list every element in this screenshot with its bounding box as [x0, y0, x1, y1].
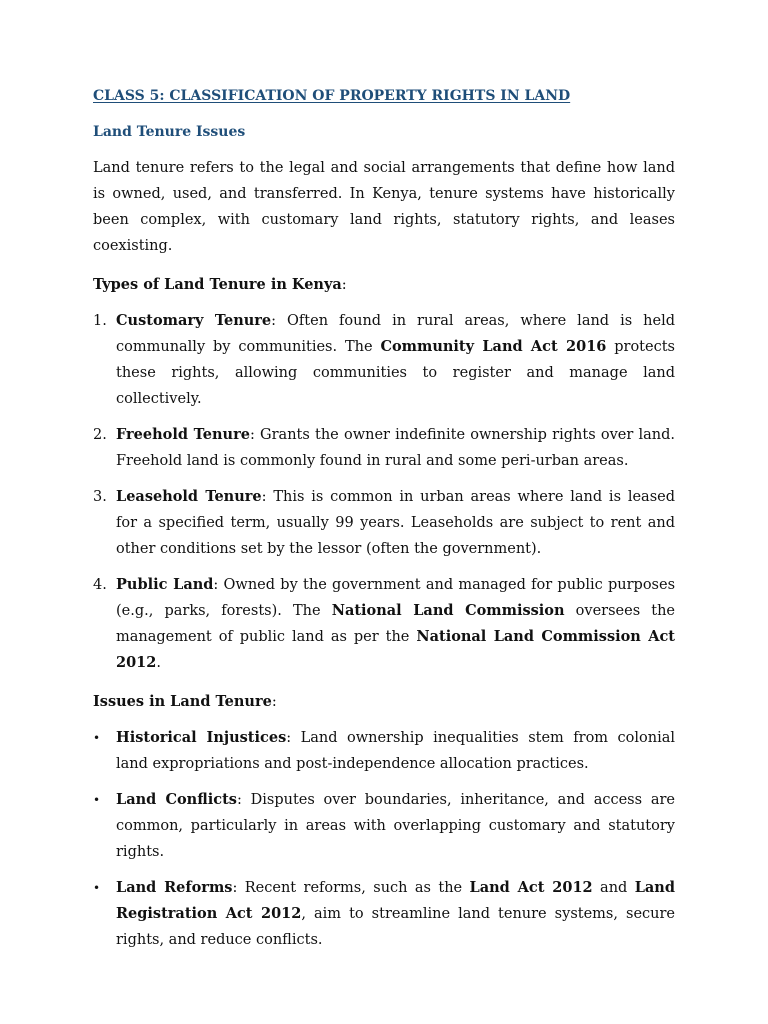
issue-item-historical-injustices: [93, 725, 675, 777]
issues-heading: [93, 689, 675, 715]
document-title: CLASS 5: CLASSIFICATION OF PROPERTY RIGHTS IN LAND: [93, 88, 571, 104]
tenure-term: Customary Tenure: [116, 312, 272, 329]
bullet-icon: •: [93, 731, 101, 745]
tenure-term: Public Land: [116, 576, 214, 593]
issue-term: Land Conflicts: [116, 791, 237, 808]
tenure-text: .: [156, 655, 161, 671]
tenure-types-list: [93, 308, 675, 676]
tenure-act-name: National Land Commission Act 2012: [116, 628, 675, 671]
tenure-term: Freehold Tenure: [116, 426, 250, 443]
bullet-icon: •: [93, 881, 101, 895]
tenure-text: : This is common in urban areas where land is leased for a specified term, usually 99 years. Leaseholds are subject to rent and other conditions set by the lessor (often the government).: [116, 489, 675, 557]
tenure-text: : Grants the owner indefinite ownership rights over land. Freehold land is commonly found in rural and some peri-urban areas.: [116, 427, 675, 469]
tenure-text: : Owned by the government and managed for public purposes (e.g., parks, forests). The: [116, 577, 676, 619]
issue-text: , aim to streamline land tenure systems, secure rights, and reduce conflicts.: [116, 906, 676, 948]
tenure-item-customary: [93, 308, 675, 412]
tenure-act-name: Community Land Act 2016: [380, 338, 607, 355]
issue-item-land-reforms: [93, 875, 675, 953]
tenure-text: oversees the management of public land as per the: [116, 603, 675, 645]
bullet-icon: •: [93, 793, 101, 807]
tenure-org-name: National Land Commission: [331, 602, 565, 619]
types-heading: [93, 272, 675, 298]
issue-term: Land Reforms: [116, 879, 233, 896]
issue-text: and: [592, 880, 635, 896]
types-heading-colon: :: [341, 277, 347, 293]
tenure-item-public-land: [93, 572, 675, 676]
list-number: 4.: [93, 577, 107, 593]
section-heading-land-tenure-issues: Land Tenure Issues: [93, 124, 246, 140]
issue-text: : Recent reforms, such as the: [232, 880, 470, 896]
issues-list: [93, 725, 675, 953]
tenure-item-leasehold: [93, 484, 675, 562]
types-heading-label: Types of Land Tenure in Kenya: [93, 276, 342, 293]
intro-paragraph: Land tenure refers to the legal and social arrangements that define how land is owned, used, and transferred. In Kenya, tenure systems have historically been complex, with customary land rights, statutory rights, and leases coexisting.: [93, 160, 675, 254]
issues-heading-colon: :: [271, 694, 277, 710]
list-number: 1.: [93, 313, 107, 329]
tenure-item-freehold: [93, 422, 675, 474]
tenure-term: Leasehold Tenure: [116, 488, 262, 505]
issue-text: : Disputes over boundaries, inheritance, and access are common, particularly in areas with overlapping customary and statutory rights.: [116, 792, 675, 860]
issue-term: Historical Injustices: [116, 729, 287, 746]
issues-heading-label: Issues in Land Tenure: [93, 693, 272, 710]
issue-act-name: Land Act 2012: [469, 879, 593, 896]
issue-text: : Land ownership inequalities stem from colonial land expropriations and post-independence allocation practices.: [116, 730, 676, 772]
tenure-text: : Often found in rural areas, where land is held communally by communities. The: [116, 313, 675, 355]
list-number: 2.: [93, 427, 107, 443]
issue-item-land-conflicts: [93, 787, 675, 865]
issue-act-name: Land Registration Act 2012: [116, 879, 675, 922]
list-number: 3.: [93, 489, 107, 505]
tenure-text: protects these rights, allowing communities to register and manage land collectively.: [116, 339, 675, 407]
